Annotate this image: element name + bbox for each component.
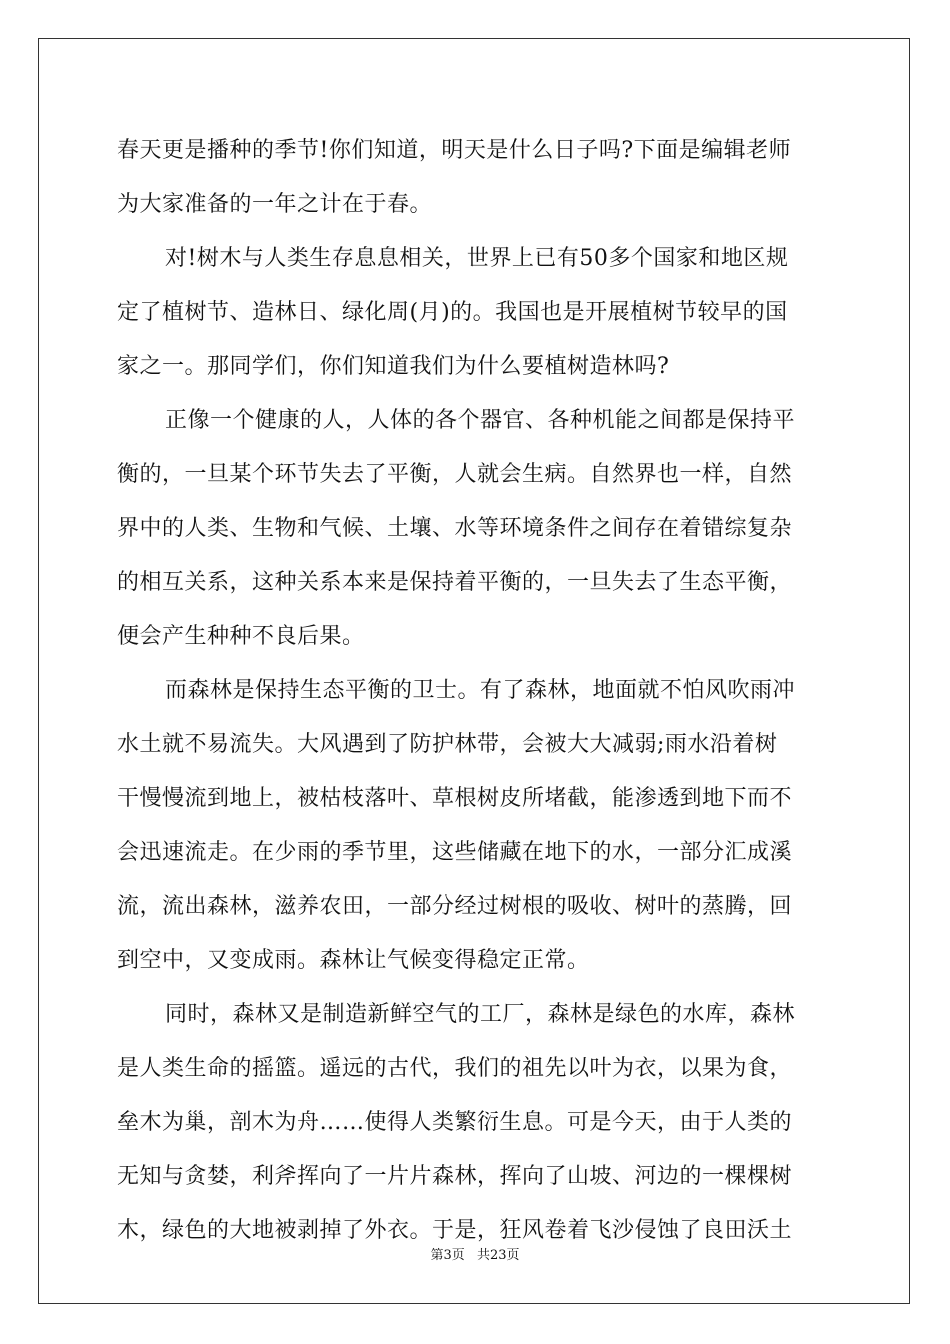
page-footer: [0, 1244, 950, 1263]
text-line: 界中的人类、生物和气候、土壤、水等环境条件之间存在着错综复杂: [117, 516, 793, 541]
text-line: 无知与贪婪，利斧挥向了一片片森林，挥向了山坡、河边的一棵棵树: [117, 1164, 793, 1189]
text-line: 春天更是播种的季节!你们知道，明天是什么日子吗?下面是编辑老师: [117, 138, 792, 163]
text-line: 木，绿色的大地被剥掉了外衣。于是，狂风卷着飞沙侵蚀了良田沃土: [117, 1218, 793, 1243]
text-line: 便会产生种种不良后果。: [117, 624, 365, 649]
paragraph-first-line: 正像一个健康的人，人体的各个器官、各种机能之间都是保持平: [165, 408, 796, 433]
text-line: 垒木为巢，剖木为舟……使得人类繁衍生息。可是今天，由于人类的: [117, 1110, 793, 1135]
paragraph-first-line: 对!树木与人类生存息息相关，世界上已有50多个国家和地区规: [165, 246, 789, 271]
text-line: 干慢慢流到地上，被枯枝落叶、草根树皮所堵截，能渗透到地下而不: [117, 786, 793, 811]
text-line: 会迅速流走。在少雨的季节里，这些储藏在地下的水，一部分汇成溪: [117, 840, 793, 865]
text-line: 到空中，又变成雨。森林让气候变得稳定正常。: [117, 948, 590, 973]
text-line: 水土就不易流失。大风遇到了防护林带，会被大大减弱;雨水沿着树: [117, 732, 778, 757]
page-number-current: 第3页: [430, 1248, 465, 1263]
paragraph-first-line: 同时，森林又是制造新鲜空气的工厂，森林是绿色的水库，森林: [165, 1002, 796, 1027]
text-line: 流，流出森林，滋养农田，一部分经过树根的吸收、树叶的蒸腾，回: [117, 894, 793, 919]
paragraph-first-line: 而森林是保持生态平衡的卫士。有了森林，地面就不怕风吹雨冲: [165, 678, 796, 703]
text-line: 家之一。那同学们，你们知道我们为什么要植树造林吗?: [117, 354, 670, 379]
text-line: 定了植树节、造林日、绿化周(月)的。我国也是开展植树节较早的国: [117, 300, 788, 325]
page-number-total: 共23页: [476, 1248, 520, 1263]
text-line: 是人类生命的摇篮。遥远的古代，我们的祖先以叶为衣，以果为食，: [117, 1056, 793, 1081]
text-line: 为大家准备的一年之计在于春。: [117, 192, 433, 217]
text-line: 的相互关系，这种关系本来是保持着平衡的，一旦失去了生态平衡，: [117, 570, 793, 595]
text-line: 衡的，一旦某个环节失去了平衡，人就会生病。自然界也一样，自然: [117, 462, 793, 487]
